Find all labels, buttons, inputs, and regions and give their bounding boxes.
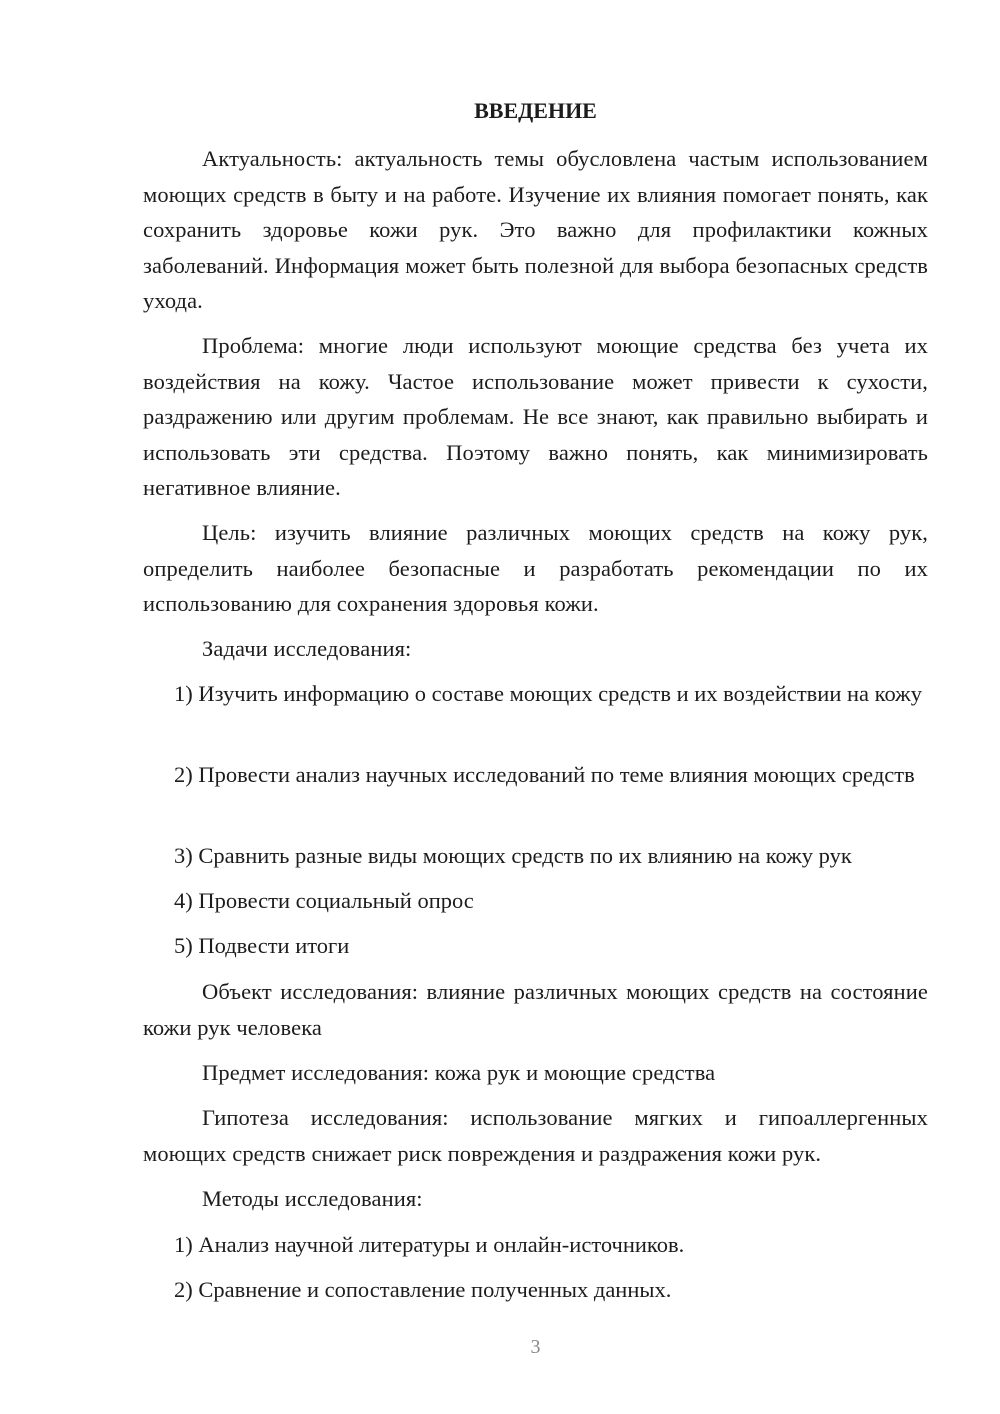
- page-number: 3: [530, 1336, 541, 1358]
- document-page: [143, 0, 928, 1414]
- paragraph-relevance: Актуальность: актуальность темы обусловлена частым использованием моющих средств в быту и на работе. Изучение их влияния помогает понять, как сохранить здоровье кожи рук. Это важно для профилактики кожных заболеваний. Информация может быть полезной для выбора безопасных средств ухода.: [143, 146, 928, 313]
- paragraph-goal: Цель: изучить влияние различных моющих средств на кожу рук, определить наиболее безопасные и разработать рекомендации по их использованию для сохранения здоровья кожи.: [143, 520, 928, 616]
- paragraph-subject: Предмет исследования: кожа рук и моющие средства: [202, 1060, 716, 1085]
- task-item-4: 4) Провести социальный опрос: [174, 888, 474, 913]
- paragraph-object: Объект исследования: влияние различных моющих средств на состояние кожи рук человека: [143, 979, 928, 1040]
- tasks-heading: Задачи исследования:: [202, 636, 412, 661]
- method-item-2: 2) Сравнение и сопоставление полученных данных.: [174, 1277, 672, 1302]
- task-item-3: 3) Сравнить разные виды моющих средств по их влиянию на кожу рук: [174, 843, 852, 868]
- paragraph-hypothesis: Гипотеза исследования: использование мягких и гипоаллергенных моющих средств снижает риск повреждения и раздражения кожи рук.: [143, 1105, 928, 1166]
- methods-heading: Методы исследования:: [202, 1186, 423, 1211]
- page-title: ВВЕДЕНИЕ: [474, 98, 597, 123]
- paragraph-problem: Проблема: многие люди используют моющие средства без учета их воздействия на кожу. Частое использование может привести к сухости, раздражению или другим проблемам. Не все знают, как правильно выбирать и использовать эти средства. Поэтому важно понять, как минимизировать негативное влияние.: [143, 333, 928, 500]
- task-item-5: 5) Подвести итоги: [174, 933, 350, 958]
- method-item-1: 1) Анализ научной литературы и онлайн-источников.: [174, 1232, 685, 1257]
- task-item-2: 2) Провести анализ научных исследований по теме влияния моющих средств: [174, 762, 915, 787]
- task-item-1: 1) Изучить информацию о составе моющих средств и их воздействии на кожу: [174, 681, 922, 706]
